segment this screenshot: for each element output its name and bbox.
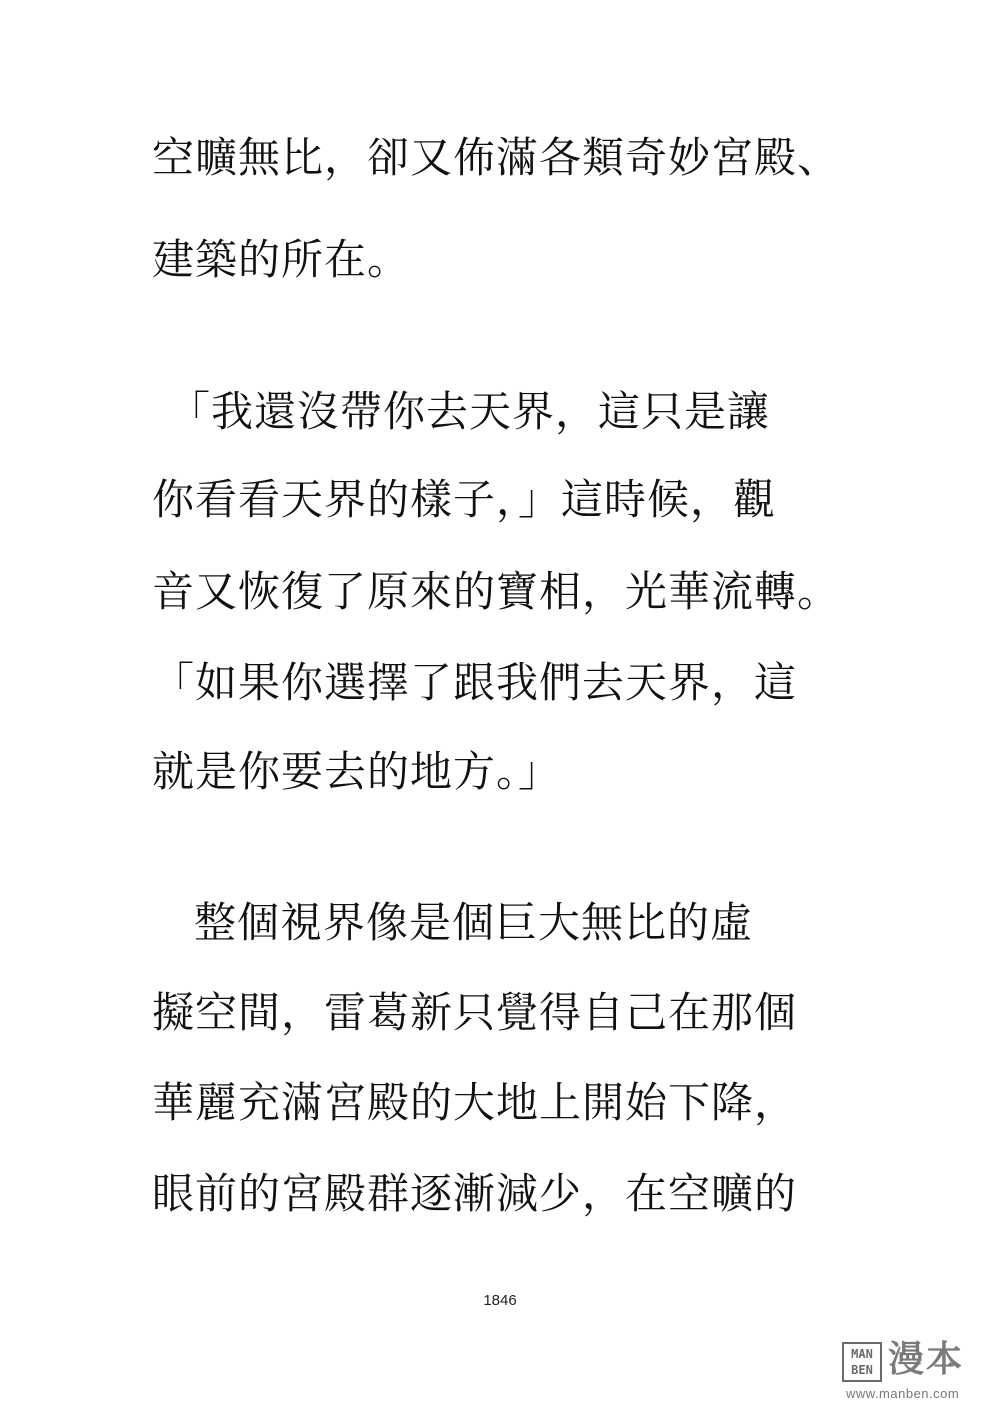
text-line: 「我還沒帶你去天界，這只是讓 <box>168 387 771 436</box>
text-line: 空曠無比，卻又佈滿各類奇妙宮殿、 <box>152 133 841 182</box>
text-line: 音又恢復了原來的寶相，光華流轉。 <box>152 567 841 616</box>
text-line: 眼前的宮殿群逐漸減少，在空曠的 <box>152 1169 798 1218</box>
watermark-logo-top: MAN <box>851 1347 873 1361</box>
watermark-url: www.manben.com <box>846 1386 960 1401</box>
text-line: 擬空間，雷葛新只覺得自己在那個 <box>152 988 798 1037</box>
watermark-logo-icon <box>842 1342 882 1382</box>
text-line: 建築的所在。 <box>152 235 411 284</box>
text-line: 整個視界像是個巨大無比的虛 <box>194 898 754 947</box>
site-watermark <box>842 1339 982 1402</box>
text-line: 「如果你選擇了跟我們去天界，這 <box>152 658 798 707</box>
text-line: 華麗充滿宮殿的大地上開始下降， <box>152 1078 798 1127</box>
text-line: 就是你要去的地方。」 <box>152 747 562 796</box>
page-number: 1846 <box>483 1292 517 1309</box>
watermark-logo-bottom: BEN <box>851 1363 873 1377</box>
text-line: 你看看天界的樣子，」這時候，觀 <box>152 475 777 524</box>
watermark-title: 漫本 <box>888 1339 965 1380</box>
